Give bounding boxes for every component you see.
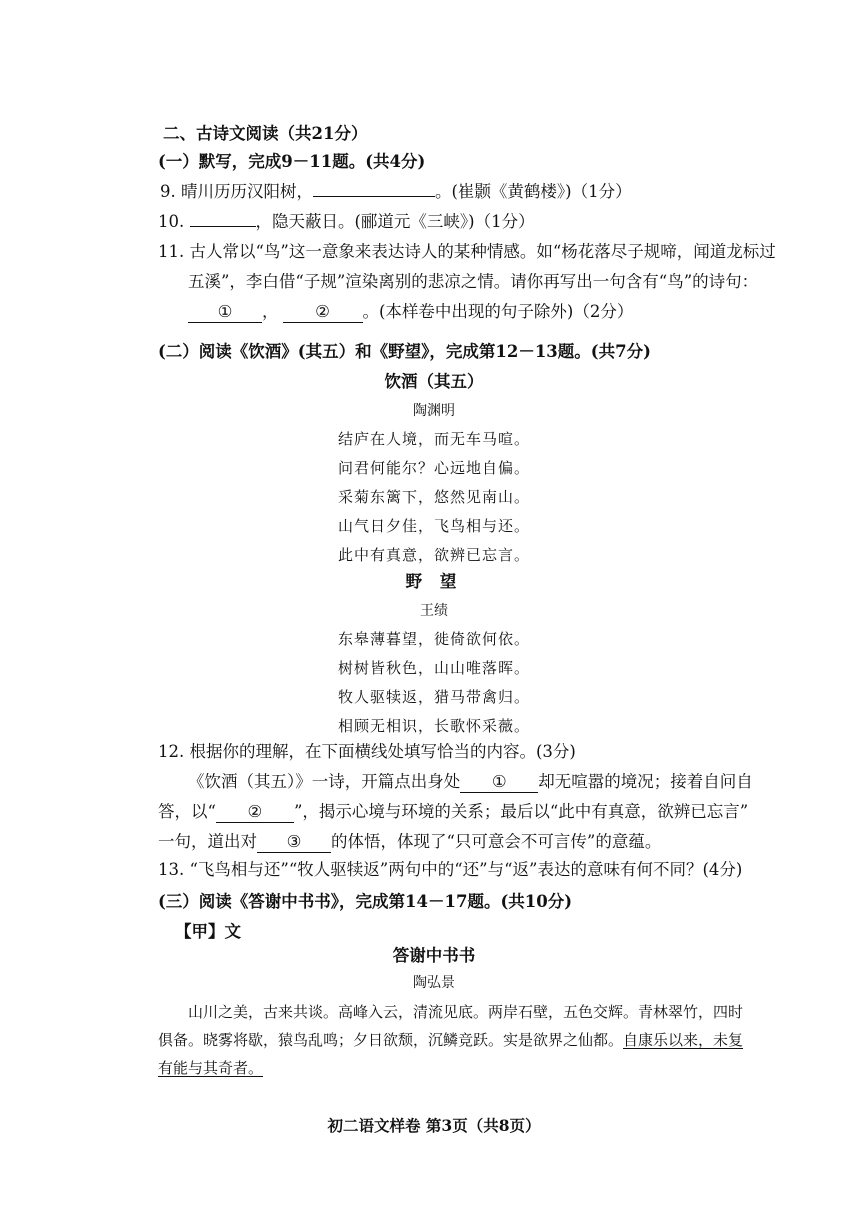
essay-underlined-text: 自康乐以来，未复 — [623, 1031, 744, 1049]
poem1-title: 饮酒（其五） — [384, 372, 484, 391]
page-footer: 初二语文样卷 第3页（共8页） — [327, 1116, 541, 1135]
essay-header — [0, 944, 868, 994]
q12-line3 — [158, 800, 748, 824]
poem2-line: 树树皆秋色，山山唯落晖。 — [337, 659, 530, 677]
jia-label: 【甲】文 — [175, 922, 241, 941]
q11-line2: 五溪”，李白借“子规”渲染离别的悲凉之情。请你再写出一句含有“鸟”的诗句： — [188, 272, 759, 291]
q12-blank-2[interactable]: ② — [216, 802, 294, 823]
q12-line1: 12. 根据你的理解，在下面横线处填写恰当的内容。(3分) — [158, 742, 576, 761]
essay-line3: 有能与其奇者。 — [158, 1059, 264, 1077]
poem1-line: 此中有真意，欲辨已忘言。 — [337, 546, 530, 564]
q11-line1: 11. 古人常以“鸟”这一意象来表达诗人的某种情感。如“杨花落尽子规啼，闻道龙标过 — [158, 242, 776, 261]
essay-title: 答谢中书书 — [392, 946, 476, 965]
q10-answer-blank[interactable] — [190, 226, 256, 227]
q12-line4 — [158, 830, 661, 854]
q11-blank-1[interactable]: ① — [188, 302, 262, 323]
q12-text-c: 答，以“ — [158, 802, 216, 821]
q12-text-f: 的体悟，体现了“只可意会不可言传”的意蕴。 — [331, 832, 662, 851]
q12-blank-3[interactable]: ③ — [257, 832, 331, 853]
poem2-line: 相顾无相识，长歌怀采薇。 — [337, 717, 530, 735]
essay-line2 — [158, 1028, 743, 1052]
q12-text-a: 《饮酒（其五）》一诗，开篇点出身处 — [188, 772, 461, 791]
question-13: 13. “飞鸟相与还”“牧人驱犊返”两句中的“还”与“返”表达的意味有何不同？(4分) — [158, 860, 743, 879]
q12-line2 — [188, 770, 753, 794]
essay-author: 陶弘景 — [413, 975, 455, 991]
poem1-author: 陶渊明 — [413, 403, 455, 419]
part1-heading: (一）默写，完成9－11题。(共4分) — [158, 152, 426, 171]
poem2-title: 野 望 — [405, 572, 463, 591]
poem1-line: 山气日夕佳，飞鸟相与还。 — [337, 517, 530, 535]
q9-answer-blank[interactable] — [313, 196, 435, 197]
q9-suffix: 。(崔颢《黄鹤楼》)（1分） — [435, 182, 632, 201]
poem1-line: 结庐在人境，而无车马喧。 — [337, 430, 530, 448]
poem2-line: 东皋薄暮望，徙倚欲何依。 — [337, 630, 530, 648]
poem2-author: 王绩 — [420, 603, 448, 619]
q11-suffix: 。(本样卷中出现的句子除外)（2分） — [362, 302, 634, 321]
q10-prefix: 10. — [158, 212, 190, 231]
question-9 — [160, 180, 632, 204]
poem1-line: 问君何能尔？心远地自偏。 — [337, 459, 530, 477]
q9-prefix: 9. 晴川历历汉阳树， — [160, 182, 313, 201]
q12-text-b: 却无喧嚣的境况；接着自问自 — [538, 772, 753, 791]
poem1-line: 采菊东篱下，悠然见南山。 — [337, 488, 530, 506]
essay-line2-text: 俱备。晓雾将歇，猿鸟乱鸣；夕日欲颓，沉鳞竞跃。实是欲界之仙都。 — [158, 1031, 624, 1049]
q12-blank-1[interactable]: ① — [460, 772, 538, 793]
q11-comma: ， — [262, 302, 279, 321]
part3-heading: (三）阅读《答谢中书书》，完成第14－17题。(共10分) — [158, 892, 573, 911]
q12-text-d: ”，揭示心境与环境的关系；最后以“此中有真意，欲辨已忘言” — [293, 802, 749, 821]
part2-heading: (二）阅读《饮酒》(其五）和《野望》，完成第12－13题。(共7分) — [158, 342, 651, 361]
poem2-line: 牧人驱犊返，猎马带禽归。 — [337, 688, 530, 706]
poem-yinjiu — [0, 370, 868, 566]
question-10 — [158, 210, 535, 234]
section-title: 二、古诗文阅读（共21分） — [163, 124, 368, 143]
q11-blank-2[interactable]: ② — [283, 302, 363, 323]
essay-line1: 山川之美，古来共谈。高峰入云，清流见底。两岸石壁，五色交辉。青林翠竹，四时 — [188, 1003, 744, 1021]
poem-yewang — [0, 570, 868, 737]
q10-suffix: ，隐天蔽日。(郦道元《三峡》)（1分） — [255, 212, 535, 231]
q11-line3 — [188, 300, 633, 324]
q12-text-e: 一句，道出对 — [158, 832, 257, 851]
